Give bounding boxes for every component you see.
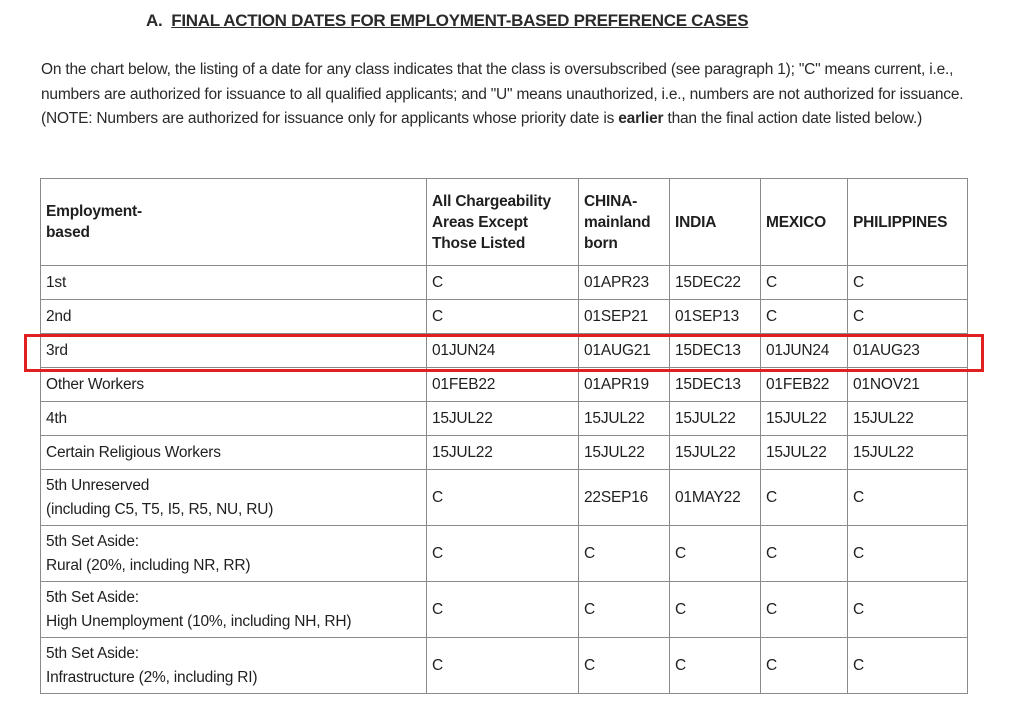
intro-paragraph: [41, 58, 981, 132]
cell-india: 15JUL22: [670, 402, 761, 436]
row-category: 1st: [41, 266, 427, 300]
row-category: 5th Set Aside: Infrastructure (2%, including RI): [41, 638, 427, 694]
cell-mexico: 15JUL22: [761, 402, 848, 436]
cell-all-chargeability: C: [427, 582, 579, 638]
cell-china: 01SEP21: [579, 300, 670, 334]
row-category: Certain Religious Workers: [41, 436, 427, 470]
table-header-row: [41, 179, 968, 266]
header-india: INDIA: [670, 179, 761, 266]
cell-china: 01AUG21: [579, 334, 670, 368]
cell-china: C: [579, 638, 670, 694]
cell-china: 15JUL22: [579, 402, 670, 436]
cell-india: C: [670, 582, 761, 638]
cell-all-chargeability: C: [427, 300, 579, 334]
section-heading: [146, 11, 748, 31]
cell-philippines: 01NOV21: [848, 368, 968, 402]
cell-all-chargeability: C: [427, 266, 579, 300]
cell-mexico: C: [761, 526, 848, 582]
cell-philippines: 15JUL22: [848, 402, 968, 436]
section-prefix: A.: [146, 11, 163, 30]
cell-mexico: C: [761, 266, 848, 300]
header-mexico: MEXICO: [761, 179, 848, 266]
cell-all-chargeability: 01JUN24: [427, 334, 579, 368]
section-title: FINAL ACTION DATES FOR EMPLOYMENT-BASED PREFERENCE CASES: [171, 11, 749, 30]
cell-china: C: [579, 526, 670, 582]
cell-philippines: C: [848, 526, 968, 582]
table-row: [41, 526, 968, 582]
table-row: [41, 638, 968, 694]
cell-china: C: [579, 582, 670, 638]
intro-text-1: On the chart below, the listing of a date for any class indicates that the class is oversubscribed (see paragraph 1); "C" means current, i.e., numbers are authorized for issuance to all qualified applicants; and "U" means unauthorized, i.e., numbers are not authorized for issuance. (NOTE: Numbers are authorized for issuance only for applicants whose priority date is: [41, 61, 964, 127]
header-all-chargeability: All Chargeability Areas Except Those Listed: [427, 179, 579, 266]
cell-china: 01APR23: [579, 266, 670, 300]
cell-india: C: [670, 526, 761, 582]
cell-philippines: 15JUL22: [848, 436, 968, 470]
table-row: [41, 368, 968, 402]
row-category: 2nd: [41, 300, 427, 334]
intro-emphasis: earlier: [618, 110, 664, 127]
cell-philippines: C: [848, 300, 968, 334]
table-row: [41, 300, 968, 334]
cell-india: 15DEC13: [670, 368, 761, 402]
table-row: [41, 402, 968, 436]
header-philippines: PHILIPPINES: [848, 179, 968, 266]
row-category: Other Workers: [41, 368, 427, 402]
cell-mexico: C: [761, 582, 848, 638]
cell-philippines: C: [848, 638, 968, 694]
cell-india: 01SEP13: [670, 300, 761, 334]
table-row: [41, 266, 968, 300]
cell-philippines: C: [848, 470, 968, 526]
table-body: [41, 266, 968, 694]
cell-mexico: C: [761, 300, 848, 334]
intro-text-2: than the final action date listed below.): [663, 110, 923, 127]
cell-mexico: 01JUN24: [761, 334, 848, 368]
table-row: [41, 582, 968, 638]
cell-all-chargeability: C: [427, 470, 579, 526]
table-row: [41, 436, 968, 470]
cell-mexico: C: [761, 638, 848, 694]
cell-all-chargeability: 15JUL22: [427, 436, 579, 470]
table-row: [41, 470, 968, 526]
cell-all-chargeability: C: [427, 638, 579, 694]
row-category: 5th Unreserved (including C5, T5, I5, R5, NU, RU): [41, 470, 427, 526]
final-action-dates-table: [40, 178, 968, 694]
cell-philippines: C: [848, 582, 968, 638]
cell-india: C: [670, 638, 761, 694]
row-category: 5th Set Aside: Rural (20%, including NR, RR): [41, 526, 427, 582]
cell-all-chargeability: 15JUL22: [427, 402, 579, 436]
header-employment-based: Employment- based: [41, 179, 427, 266]
row-category: 5th Set Aside: High Unemployment (10%, including NH, RH): [41, 582, 427, 638]
header-china: CHINA- mainland born: [579, 179, 670, 266]
row-category: 3rd: [41, 334, 427, 368]
cell-india: 01MAY22: [670, 470, 761, 526]
cell-india: 15JUL22: [670, 436, 761, 470]
table-row: [41, 334, 968, 368]
cell-philippines: C: [848, 266, 968, 300]
cell-india: 15DEC13: [670, 334, 761, 368]
cell-mexico: C: [761, 470, 848, 526]
cell-mexico: 01FEB22: [761, 368, 848, 402]
cell-india: 15DEC22: [670, 266, 761, 300]
cell-china: 15JUL22: [579, 436, 670, 470]
cell-mexico: 15JUL22: [761, 436, 848, 470]
cell-all-chargeability: C: [427, 526, 579, 582]
cell-china: 22SEP16: [579, 470, 670, 526]
cell-all-chargeability: 01FEB22: [427, 368, 579, 402]
row-category: 4th: [41, 402, 427, 436]
cell-china: 01APR19: [579, 368, 670, 402]
cell-philippines: 01AUG23: [848, 334, 968, 368]
